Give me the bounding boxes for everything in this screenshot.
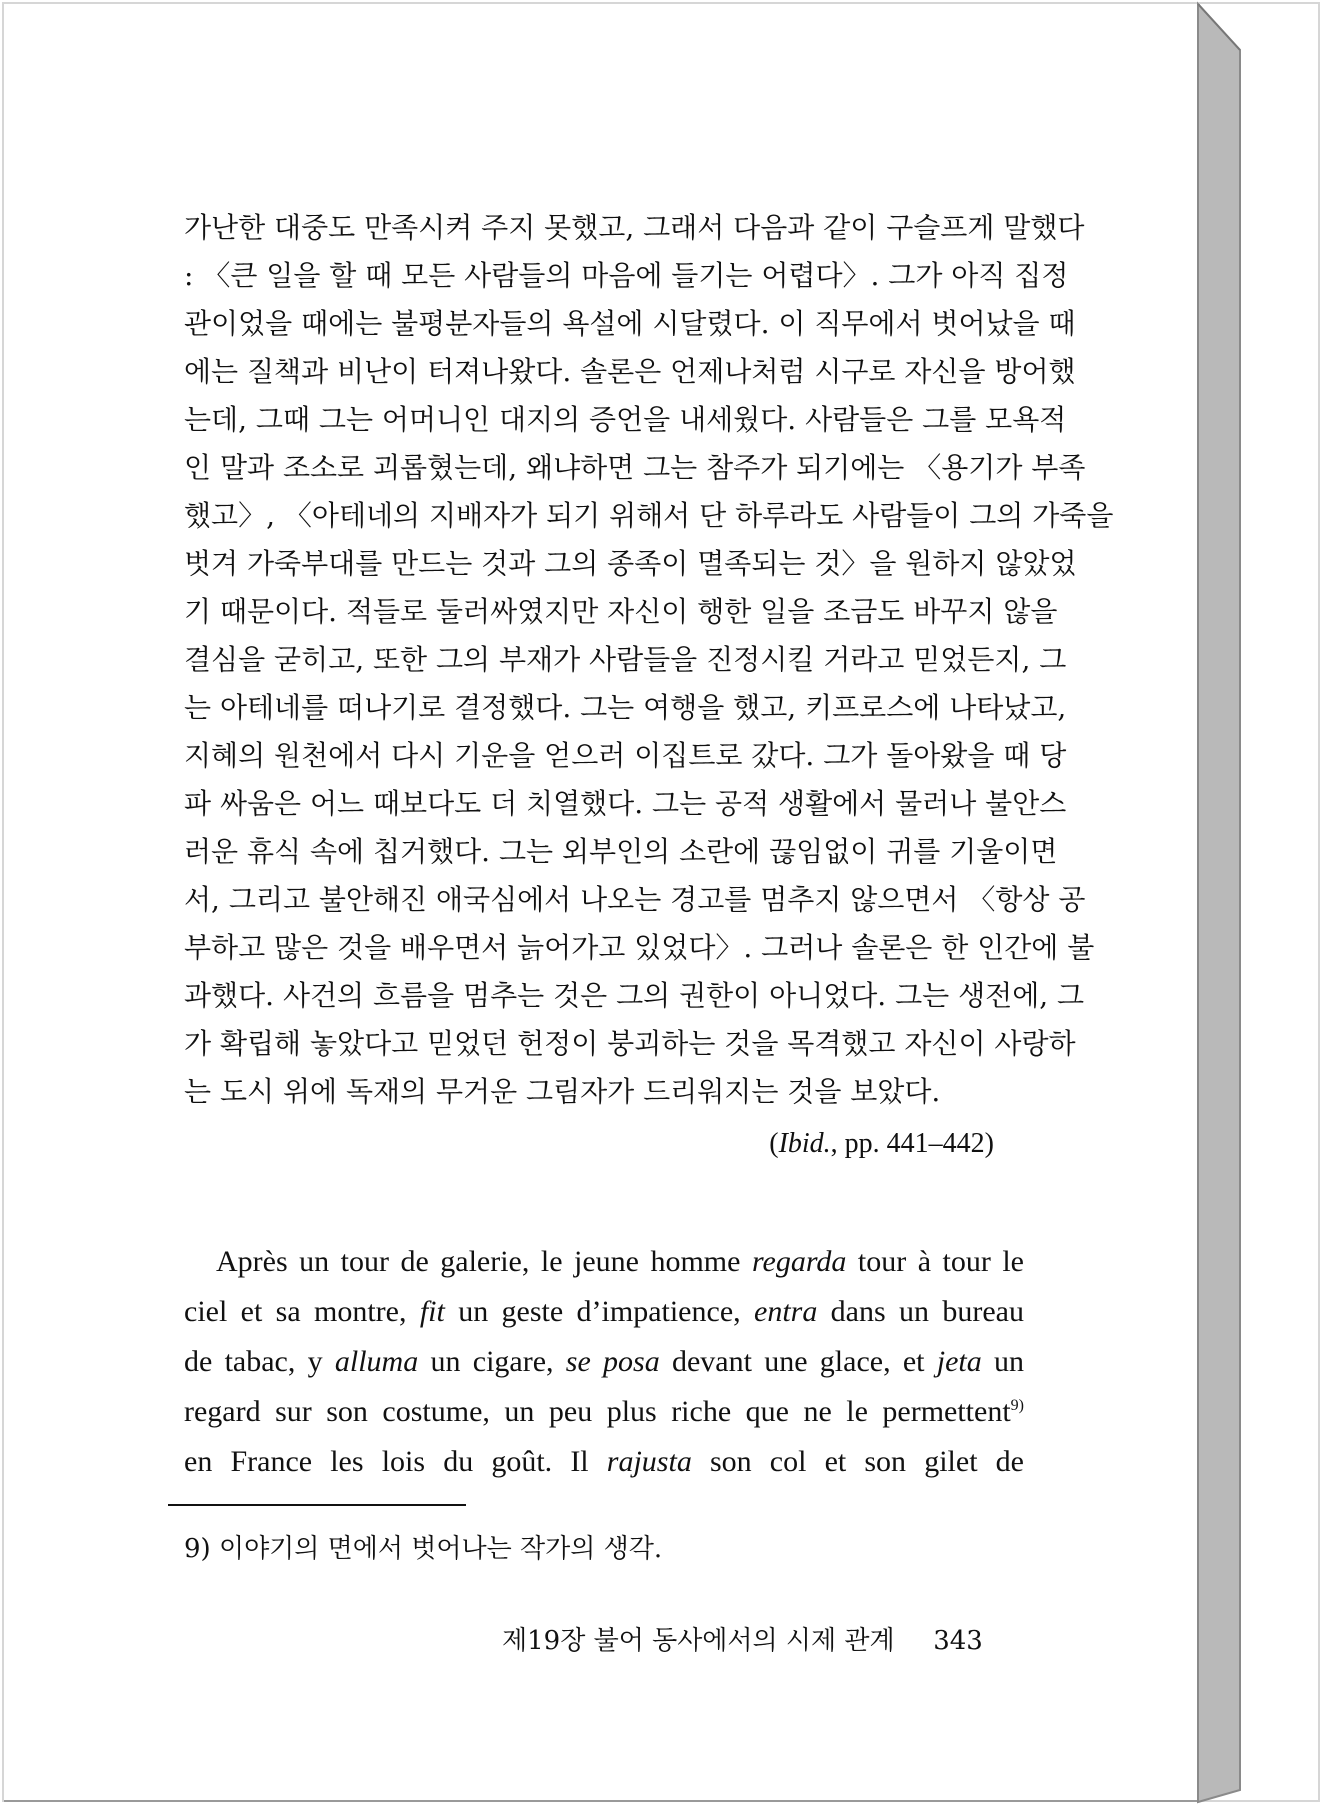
footnote-rule (168, 1504, 466, 1506)
citation-ibid: Ibid. (778, 1128, 831, 1159)
text-line: 가 확립해 놓았다고 믿었던 헌정이 붕괴하는 것을 목격했고 자신이 사랑하 (184, 1027, 1076, 1060)
text-line: de tabac, y alluma un cigare, se posa devant une glace, et jeta un (184, 1345, 1025, 1378)
text-line: 러운 휴식 속에 칩거했다. 그는 외부인의 소란에 끊임없이 귀를 기울이면 (184, 835, 1058, 868)
text-line: 벗겨 가죽부대를 만드는 것과 그의 종족이 멸족되는 것〉을 원하지 않았었 (184, 547, 1077, 580)
text-line: 기 때문이다. 적들로 둘러싸였지만 자신이 행한 일을 조금도 바꾸지 않을 (184, 595, 1058, 628)
text-line: 과했다. 사건의 흐름을 멈추는 것은 그의 권한이 아니었다. 그는 생전에, 그 (184, 979, 1085, 1012)
text-line: 가난한 대중도 만족시켜 주지 못했고, 그래서 다음과 같이 구슬프게 말했다 (184, 211, 1085, 244)
text-line: 결심을 굳히고, 또한 그의 부재가 사람들을 진정시킬 거라고 믿었든지, 그 (184, 643, 1067, 676)
citation-pages: , pp. 441–442) (830, 1128, 994, 1159)
text-line: : 〈큰 일을 할 때 모든 사람들의 마음에 들기는 어렵다〉. 그가 아직 집정 (184, 259, 1069, 292)
page-number: 343 (933, 1626, 983, 1656)
footnote: 9) 이야기의 면에서 벗어나는 작가의 생각. (184, 1534, 663, 1564)
text-line: 에는 질책과 비난이 터져나왔다. 솔론은 언제나처럼 시구로 자신을 방어했 (184, 355, 1076, 388)
text-line: 는데, 그때 그는 어머니인 대지의 증언을 내세웠다. 사람들은 그를 모욕적 (184, 403, 1067, 436)
text-line: Après un tour de galerie, le jeune homme regarda tour à tour le (216, 1245, 1024, 1278)
text-line: 는 도시 위에 독재의 무거운 그림자가 드리워지는 것을 보았다. (184, 1075, 941, 1108)
footnote-marker: 9) (1010, 1397, 1024, 1414)
text-line: ciel et sa montre, fit un geste d’impatience, entra dans un bureau (184, 1295, 1024, 1328)
text-line: 인 말과 조소로 괴롭혔는데, 왜냐하면 그는 참주가 되기에는 〈용기가 부족 (184, 451, 1086, 484)
text-line: 서, 그리고 불안해진 애국심에서 나오는 경고를 멈추지 않으면서 〈항상 공 (184, 883, 1086, 916)
citation-open: ( (769, 1128, 779, 1159)
chapter-title: 제19장 불어 동사에서의 시제 관계 (502, 1626, 895, 1656)
text-line: 했고〉, 〈아테네의 지배자가 되기 위해서 단 하루라도 사람들이 그의 가죽을 (184, 499, 1114, 532)
text-line: 부하고 많은 것을 배우면서 늙어가고 있었다〉. 그러나 솔론은 한 인간에 불 (184, 931, 1095, 964)
text-line: en France les lois du goût. Il rajusta son col et son gilet de (184, 1445, 1024, 1478)
text-line: 지혜의 원천에서 다시 기운을 얻으러 이집트로 갔다. 그가 돌아왔을 때 당 (184, 739, 1067, 772)
text-line: 파 싸움은 어느 때보다도 더 치열했다. 그는 공적 생활에서 물러나 불안스 (184, 787, 1067, 820)
text-line: 관이었을 때에는 불평분자들의 욕설에 시달렸다. 이 직무에서 벗어났을 때 (184, 307, 1076, 340)
text-line: 는 아테네를 떠나기로 결정했다. 그는 여행을 했고, 키프로스에 나타났고, (184, 691, 1067, 724)
citation (769, 1128, 994, 1160)
text-line: regard sur son costume, un peu plus riche que ne le permettent$^{9)}$ (184, 1395, 1024, 1428)
running-footer (502, 1620, 983, 1657)
